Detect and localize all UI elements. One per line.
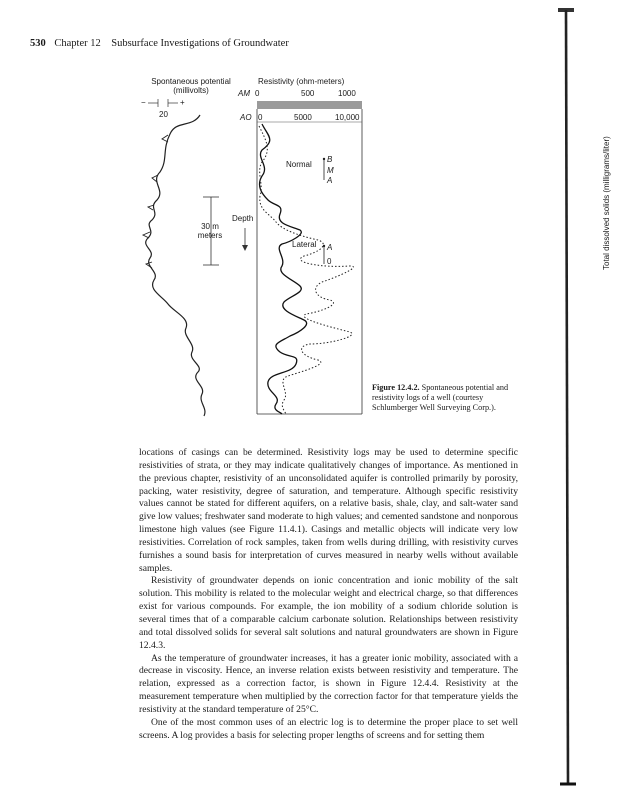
sp-title-line2: (millivolts) [173, 86, 209, 95]
paragraph-1: locations of casings can be determined. Resistivity logs may be used to determine specific resistivities of strata, or they may indicate qualitatively changes of importance. As mentioned in the previous chapter, resistivity of an unconsolidated aquifer is controlled primarily by porosity, packing, water resistivity, degree of saturation, and temperature. Although specific resistivity values cannot be stated for different aquifers, on a relative basis, shale, clay, and salt-water sand give low values; freshwater sand moderate to high values; and cemented sandstone and nonporous limestone high values (see Figure 11.4.1). Casings and metallic objects will indicate very low resistivities. Correlation of rock samples, taken from wells during drilling, with resistivity curves furnishes a sound basis for interpretation of curves measured in nearby wells without available samples. [139, 447, 518, 574]
lateral-curve [259, 126, 353, 414]
am-tick-0: 0 [255, 89, 260, 98]
resistivity-axis-title: Resistivity (ohm-meters) [258, 77, 345, 86]
am-tick-1000: 1000 [338, 89, 356, 98]
depth-scale-line2: meters [197, 231, 223, 240]
ao-tick-0: 0 [258, 113, 263, 122]
sp-curve [146, 115, 205, 416]
electrode-a-dot [323, 245, 325, 247]
depth-scale-label [193, 222, 227, 240]
paragraph-2: Resistivity of groundwater depends on ionic concentration and ionic mobility of the salt solution. This mobility is related to the molecular weight and electrical charge, so that differences exist for various compounds. For example, the ion mobility of a sodium chloride solution is several times that of a comparable calcium carbonate solution. Relationships between resistivity and total dissolved solids for several salt solutions and natural groundwaters are shown in Figure 12.4.3. [139, 575, 518, 651]
normal-electrode-b: B [327, 155, 333, 164]
am-label: AM [238, 89, 250, 98]
caption-text: Spontaneous potential and resistivity logs of a well (courtesy Schlumberger Well Surveying Corp.). [372, 383, 509, 413]
am-tick-500: 500 [301, 89, 315, 98]
am-scale-bar [257, 101, 362, 109]
paragraph-3: As the temperature of groundwater increases, it has a greater ionic mobility, associated with a decrease in viscosity. Hence, an inverse relation exists between resistivity and temperature. The relation, expressed as a correction factor, is shown in Figure 12.4.4. Resistivity at the measurement temperature when multiplied by the correction factor for that temperature yields the resistivity at the standard temperature of 25°C. [139, 652, 518, 715]
sp-minus-sign: − [141, 98, 146, 107]
caption-label: Figure 12.4.2. [372, 383, 420, 392]
sp-plus-sign: + [180, 98, 185, 107]
normal-electrode-m: M [327, 166, 334, 175]
page-number: 530 [30, 38, 46, 49]
ao-tick-5000: 5000 [294, 113, 312, 122]
depth-scale-line1: 30 m [201, 222, 219, 231]
depth-label: Depth [232, 214, 254, 223]
electrode-b-dot [323, 158, 325, 160]
ao-tick-10000: 10,000 [335, 113, 360, 122]
normal-electrode-a: A [327, 176, 333, 185]
sp-title-line1: Spontaneous potential [151, 77, 231, 86]
figure-caption [372, 383, 514, 414]
chapter-label: Chapter 12 [54, 38, 101, 49]
lateral-curve-label: Lateral [292, 240, 317, 249]
depth-arrowhead-icon [242, 245, 248, 251]
chapter-title: Subsurface Investigations of Groundwater [111, 38, 289, 49]
paragraph-4: One of the most common uses of an electric log is to determine the proper place to set well screens. A log provides a basis for selecting proper lengths of screens and for setting them [139, 716, 518, 741]
lateral-electrode-a: A [327, 243, 333, 252]
adjacent-axis-label: Total dissolved solids (milligrams/liter) [602, 136, 611, 270]
body-text [139, 447, 518, 742]
sp-scale-value: 20 [159, 110, 168, 119]
sp-axis-title [146, 77, 236, 95]
lateral-electrode-0: 0 [327, 257, 332, 266]
normal-curve-label: Normal [286, 160, 312, 169]
ao-label: AO [240, 113, 252, 122]
